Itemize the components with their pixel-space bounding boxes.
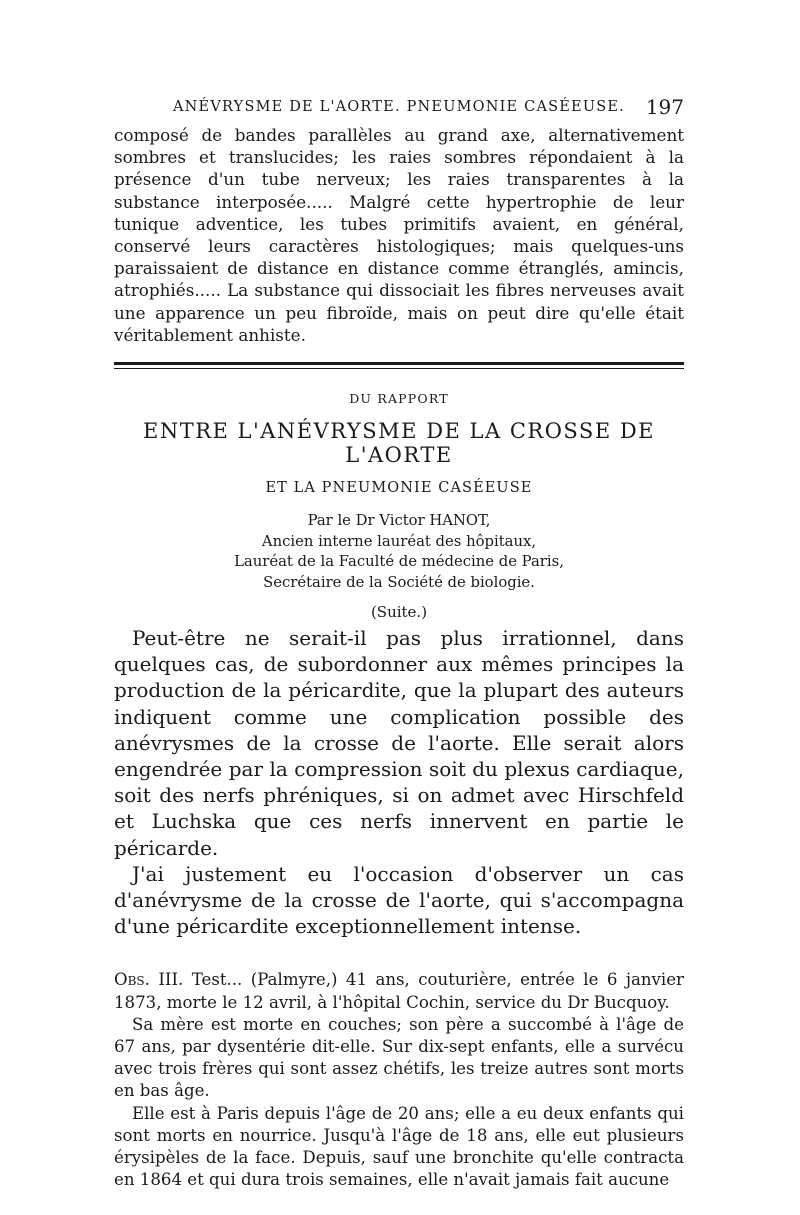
- suite-note: (Suite.): [370, 603, 428, 622]
- article-subtitle: ET LA PNEUMONIE CASÉEUSE: [265, 480, 533, 497]
- running-title: ANÉVRYSME DE L'AORTE. PNEUMONIE CASÉEUSE.: [173, 99, 625, 115]
- body-paragraph: J'ai justement eu l'occasion d'observer un cas d'anévrysme de la crosse de l'aorte, qui s'accompagna d'une péricardite exceptionnellement intense.: [114, 861, 684, 939]
- running-header: [114, 90, 684, 124]
- author-line: Lauréat de la Faculté de médecine de Paris,: [234, 553, 564, 571]
- page-number: 197: [645, 95, 684, 119]
- observation-paragraph: Elle est à Paris depuis l'âge de 20 ans; elle a eu deux enfants qui sont morts en nourrice. Jusqu'à l'âge de 18 ans, elle eut plusieurs érysipèles de la face. Depuis, sauf une bronchite qu'elle contracta en 1864 et qui dura trois semaines, elle n'avait jamais fait aucune: [114, 1103, 684, 1190]
- article-title: ENTRE L'ANÉVRYSME DE LA CROSSE DE L'AORTE: [142, 419, 655, 468]
- continuation-paragraph: composé de bandes parallèles au grand axe, alternativement sombres et translucides; les raies sombres répondaient à la présence d'un tube nerveux; les raies transparentes à la substance interposée..... Malgré cette hypertrophie de leur tunique adventice, les tubes primitifs avaient, en général, conservé leurs caractères histologiques; mais quelques-uns paraissaient de distance en distance comme étranglés, amincis, atrophiés..... La substance qui dissociait les fibres nerveuses avait une apparence un peu fibroïde, mais on peut dire qu'elle était véritablement anhiste.: [114, 125, 684, 345]
- author-line: Ancien interne lauréat des hôpitaux,: [261, 532, 537, 550]
- observation-heading-paragraph: [114, 969, 684, 1013]
- book-page: [114, 90, 684, 1192]
- observation-paragraph: Sa mère est morte en couches; son père a succombé à l'âge de 67 ans, par dysentérie dit-elle. Sur dix-sept enfants, elle a survécu avec trois frères qui sont assez chétifs, les treize autres sont morts en bas âge.: [114, 1014, 684, 1101]
- section-divider: [114, 362, 684, 369]
- observation-label: Obs. III.: [114, 970, 184, 990]
- body-paragraph: Peut-être ne serait-il pas plus irrationnel, dans quelques cas, de subordonner aux mêmes principes la production de la péricardite, que la plupart des auteurs indiquent comme une complication possible des anévrysmes de la crosse de l'aorte. Elle serait alors engendrée par la compression soit du plexus cardiaque, soit des nerfs phréniques, si on admet avec Hirschfeld et Luchska que ces nerfs innervent en partie le péricarde.: [114, 626, 684, 860]
- observation-intro: Test... (Palmyre,) 41 ans, couturière, entrée le 6 janvier 1873, morte le 12 avril, à l'hôpital Cochin, service du Dr Bucquoy.: [114, 970, 684, 1012]
- section-kicker: DU RAPPORT: [349, 391, 449, 407]
- author-block: [114, 511, 684, 593]
- author-line: Secrétaire de la Société de biologie.: [263, 573, 535, 591]
- author-line: Par le Dr Victor HANOT,: [307, 512, 491, 530]
